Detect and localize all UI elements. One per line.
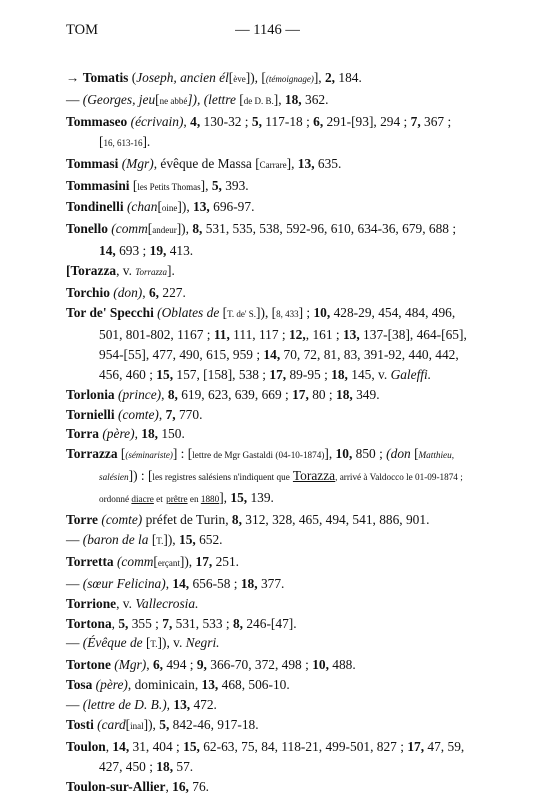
entry-torrione: Torrione, v. Vallecrosia. xyxy=(66,595,199,611)
entry-torazza-see: [Torazza, v. Torrazza]. xyxy=(66,263,175,279)
entry-torra: Torra (père), 18, 150. xyxy=(66,426,185,442)
entry-toulon: Toulon, 14, 31, 404 ; 15, 62-63, 75, 84, 118-21, 499-501, 827 ; 17, 47, 59, 427, 450 ; 18, 57. xyxy=(66,739,465,774)
entry-torre-baron: — (baron de la [T.]), 15, 652. xyxy=(66,531,223,547)
entry-tommasi: Tommasi (Mgr), évêque de Massa [Carrare], 13, 635. xyxy=(66,155,342,171)
header-section-label: TOM xyxy=(66,22,98,38)
entry-torre-comte: Torre (comte) préfet de Turin, 8, 312, 328, 465, 494, 541, 886, 901. xyxy=(66,512,430,528)
entry-tonello: Tonello (comm[andeur]), 8, 531, 535, 538, 592-96, 610, 634-36, 679, 688 ; 14, 693 ; 19, 413. xyxy=(66,221,457,259)
entry-tosa: Tosa (père), dominicain, 13, 468, 506-10. xyxy=(66,677,290,693)
entry-tortona: Tortona, 5, 355 ; 7, 531, 533 ; 8, 246-[47]. xyxy=(66,615,297,631)
entry-torlonia: Torlonia (prince), 8, 619, 623, 639, 669 ; 17, 80 ; 18, 349. xyxy=(66,386,380,402)
entry-toulon-sur-allier: Toulon-sur-Allier, 16, 76. xyxy=(66,778,209,794)
entry-tommaseo: Tommaseo (écrivain), 4, 130-32 ; 5, 117-18 ; 6, 291-[93], 294 ; 7, 367 ; [16, 613-16]. xyxy=(66,113,452,149)
entry-torretta: Torretta (comm[erçant]), 17, 251. xyxy=(66,553,240,569)
entry-tosti: Tosti (card[inal]), 5, 842-46, 917-18. xyxy=(66,717,259,733)
entry-tortona-eveque: — (Évêque de [T.]), v. Negri. xyxy=(66,635,220,651)
entry-tortone: Tortone (Mgr), 6, 494 ; 9, 366-70, 372, 498 ; 10, 488. xyxy=(66,657,356,673)
index-entries xyxy=(66,68,470,797)
entry-tomatis-georges: — (Georges, jeu[ne abbé]), (lettre [de D. B.], 18, 362. xyxy=(66,91,329,107)
running-header xyxy=(66,22,469,40)
entry-torrazza: Torrazza [(séminariste)] : [lettre de Mgr Gastaldi (04-10-1874)], 10, 850 ; (don [Matthieu, salésien]) : [les registres salésiens n'indiquent que Torazza, arrivé à Valdocco le 01-09-1874 ; ordonné diacre et prêtre en 1880], 15, 139. xyxy=(66,446,463,506)
entry-head: Tomatis xyxy=(82,70,129,85)
entry-tosa-lettre: — (lettre de D. B.), 13, 472. xyxy=(66,697,217,713)
entry-tornielli: Tornielli (comte), 7, 770. xyxy=(66,406,203,422)
entry-tor-de-specchi: Tor de' Specchi (Oblates de [T. de' S.]), [8, 433] ; 10, 428-29, 454, 484, 496, 501, 801-802, 1167 ; 11, 111, 117 ; 12,, 161 ; 13, 137-[38], 464-[65], 954-[55], 477, 490, 615, 959 ; 14, 70, 72, 81, 83, 391-92, 440, 442, 456, 460 ; 15, 157, [158], 538 ; 17, 89-95 ; 18, 145, v. Galeffi. xyxy=(66,304,467,382)
entry-torretta-soeur: — (sœur Felicina), 14, 656-58 ; 18, 377. xyxy=(66,575,285,591)
entry-tomatis-joseph: → Tomatis (Joseph, ancien él[ève]), [(témoignage)], 2, 184. xyxy=(66,70,362,85)
entry-tondinelli: Tondinelli (chan[oine]), 13, 696-97. xyxy=(66,199,255,215)
entry-tommasini: Tommasini [les Petits Thomas], 5, 393. xyxy=(66,177,249,193)
arrow-icon: → xyxy=(66,70,80,85)
entry-torchio: Torchio (don), 6, 227. xyxy=(66,285,186,301)
page-number: — 1146 — xyxy=(235,22,300,38)
